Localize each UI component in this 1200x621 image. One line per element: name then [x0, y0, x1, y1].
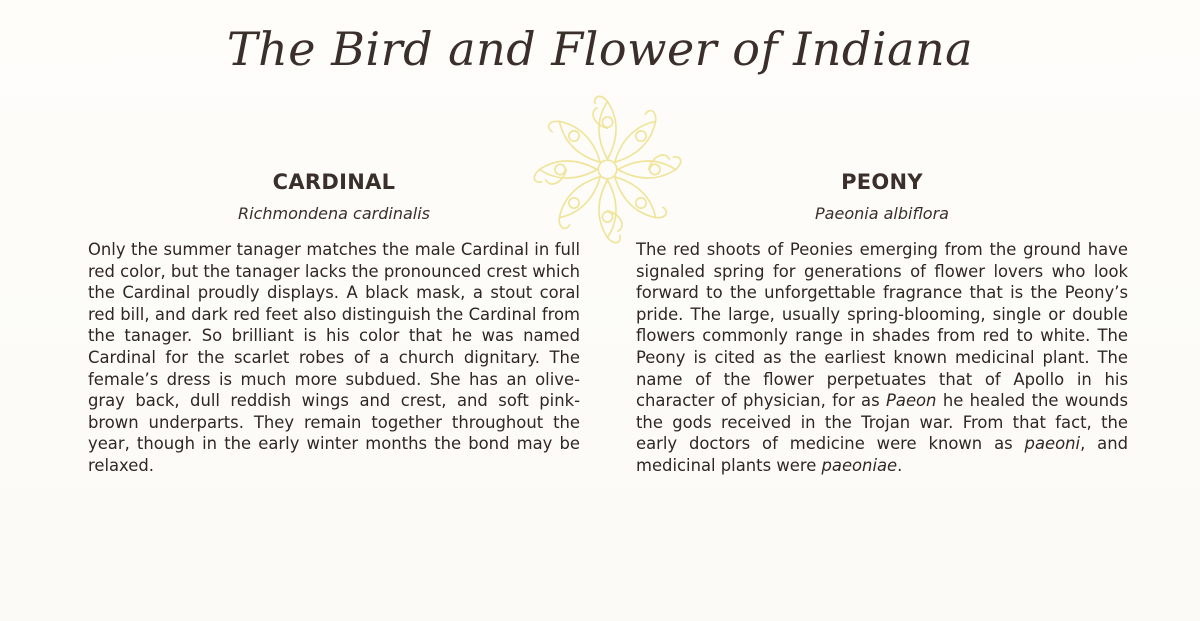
flower-section — [636, 168, 1128, 477]
bird-description: Only the summer tanager matches the male Cardinal in full red color, but the tanager lacks the pronounced crest which the Cardinal proudly displays. A black mask, a stout coral red bill, and dark red feet also distinguish the Cardinal from the tanager. So brilliant is his color that he was named Cardinal for the scarlet robes of a church dignitary. The female’s dress is much more subdued. She has an olive-gray back, dull reddish wings and crest, and soft pink-brown underparts. They remain together throughout the year, though in the early winter months the bond may be relaxed. — [88, 240, 580, 475]
paeon-term: Paeon — [886, 391, 937, 411]
bird-heading: CARDINAL — [272, 170, 396, 194]
flower-text-part: he healed the wounds the gods received in the Trojan war. From that fact, the early doctors of medicine were known as — [636, 391, 1128, 454]
flower-text-part: . — [897, 455, 903, 475]
bird-section — [88, 168, 580, 477]
paeoni-term: paeoni — [1024, 434, 1081, 454]
flower-text-part: , and medicinal plants were — [636, 434, 1128, 475]
page-title: The Bird and Flower of Indiana — [226, 22, 974, 76]
flower-description — [636, 239, 1128, 477]
paeoniae-term: paeoniae — [821, 455, 898, 475]
flower-heading: PEONY — [841, 170, 923, 194]
bird-latin-name: Richmondena cardinalis — [238, 204, 430, 223]
flower-latin-name: Paeonia albiflora — [815, 204, 949, 223]
flower-text-part: The red shoots of Peonies emerging from the ground have signaled spring for generations of flower lovers who look forward to the unforgettable fragrance that is the Peony’s pride. The large, usually spring-blooming, single or double flowers commonly range in shades from red to white. The Peony is cited as the earliest known medicinal plant. The name of the flower perpetuates that of Apollo in his character of physician, for as — [636, 240, 1128, 411]
